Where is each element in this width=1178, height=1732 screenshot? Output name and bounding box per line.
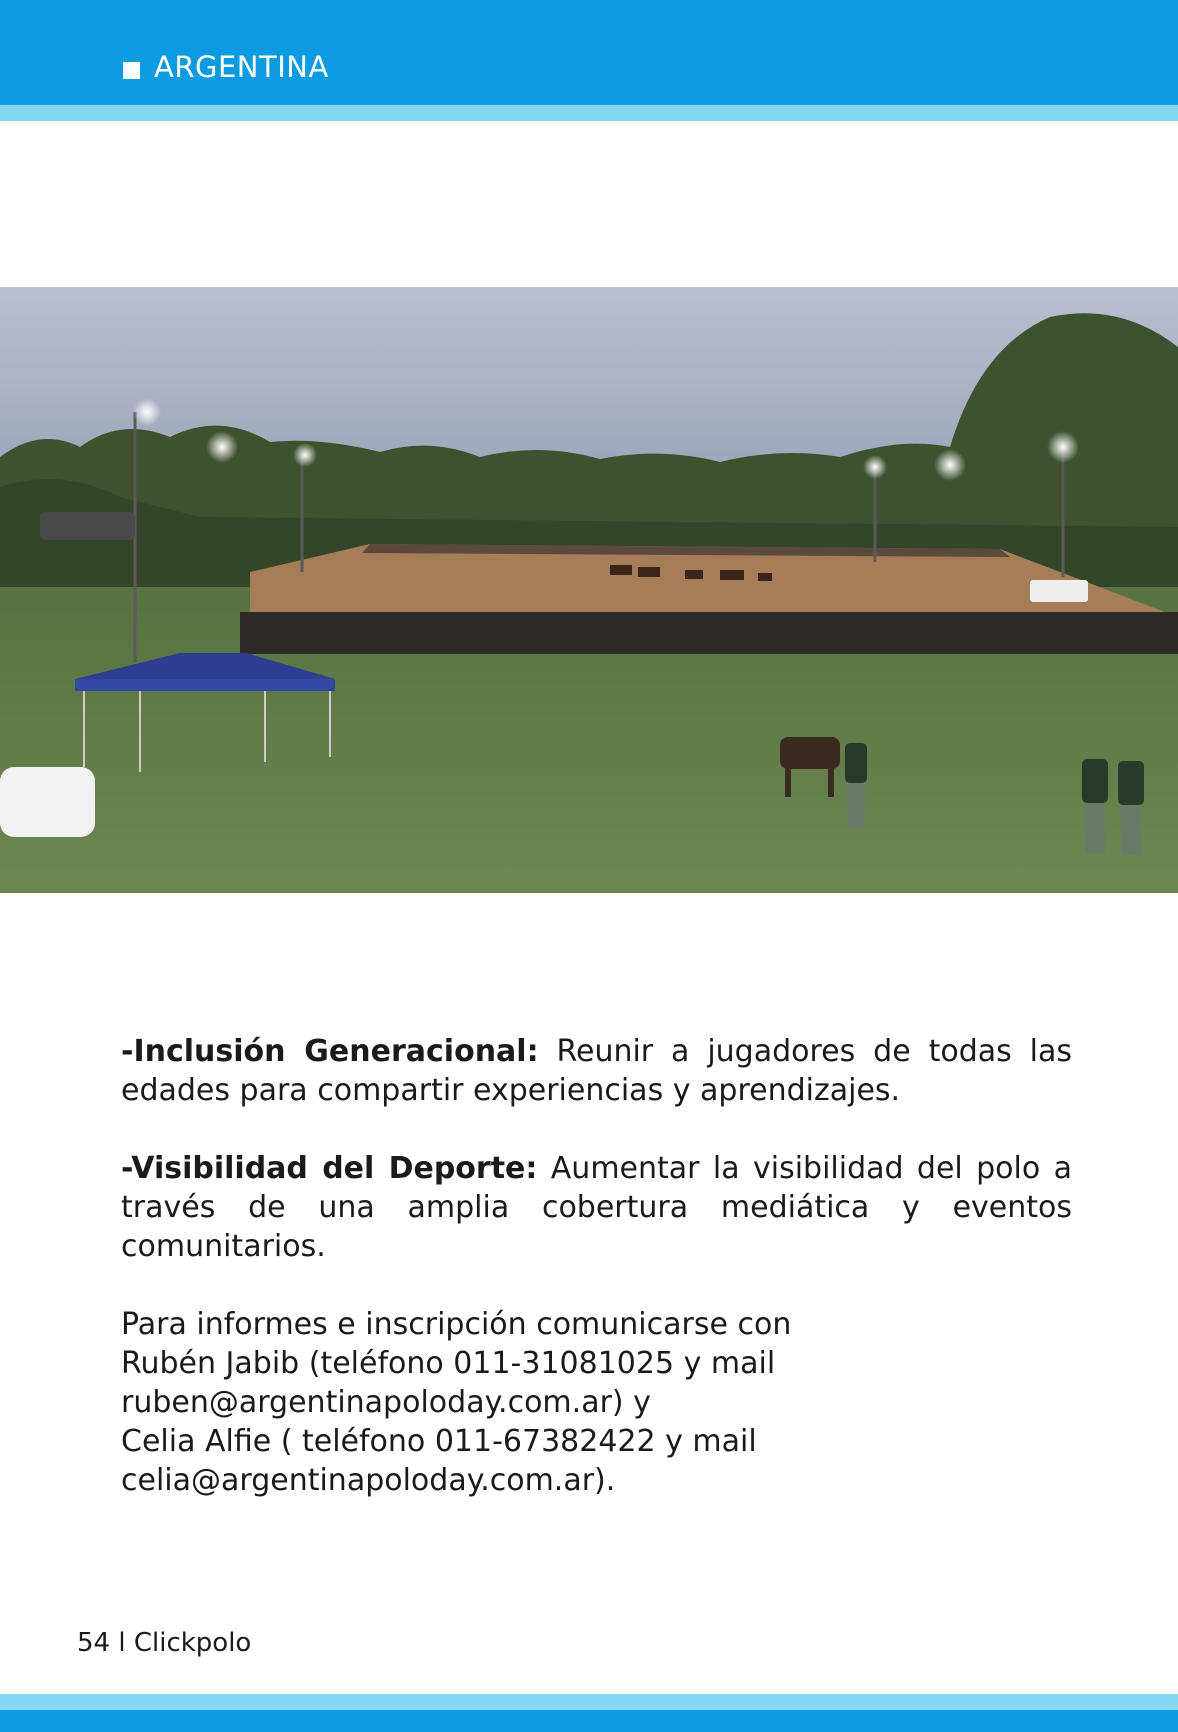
white-car	[0, 767, 95, 837]
objective-text: Aumentar la visibilidad del polo a través de una amplia cobertura mediática y eventos comunitarios.	[121, 1151, 1072, 1264]
contact-info	[121, 1305, 1072, 1500]
header-square-icon	[123, 62, 140, 79]
objective-label: -Visibilidad del Deporte:	[121, 1151, 538, 1186]
page-footer-label: 54 l Clickpolo	[77, 1628, 252, 1658]
contact-line: ruben@argentinapoloday.com.ar) y	[121, 1385, 651, 1420]
arena-fence	[240, 612, 1178, 654]
header-stripe	[0, 105, 1178, 121]
objective-text: Reunir a jugadores de todas las edades para compartir experiencias y aprendizajes.	[121, 1034, 1072, 1108]
objective-label: -Inclusión Generacional:	[121, 1034, 539, 1069]
body-text	[121, 1032, 1072, 1539]
footer-stripe	[0, 1694, 1178, 1710]
polo-field-photo	[0, 287, 1178, 893]
footer-bar	[0, 1710, 1178, 1732]
contact-line: Para informes e inscripción comunicarse con	[121, 1307, 792, 1342]
objective-inclusion	[121, 1032, 1072, 1110]
contact-line: Rubén Jabib (teléfono 011-31081025 y mail	[121, 1346, 776, 1381]
section-title: ARGENTINA	[154, 50, 329, 84]
objective-visibility	[121, 1149, 1072, 1266]
contact-line: Celia Alfie ( teléfono 011-67382422 y mail	[121, 1424, 757, 1459]
contact-line: celia@argentinapoloday.com.ar).	[121, 1463, 616, 1498]
